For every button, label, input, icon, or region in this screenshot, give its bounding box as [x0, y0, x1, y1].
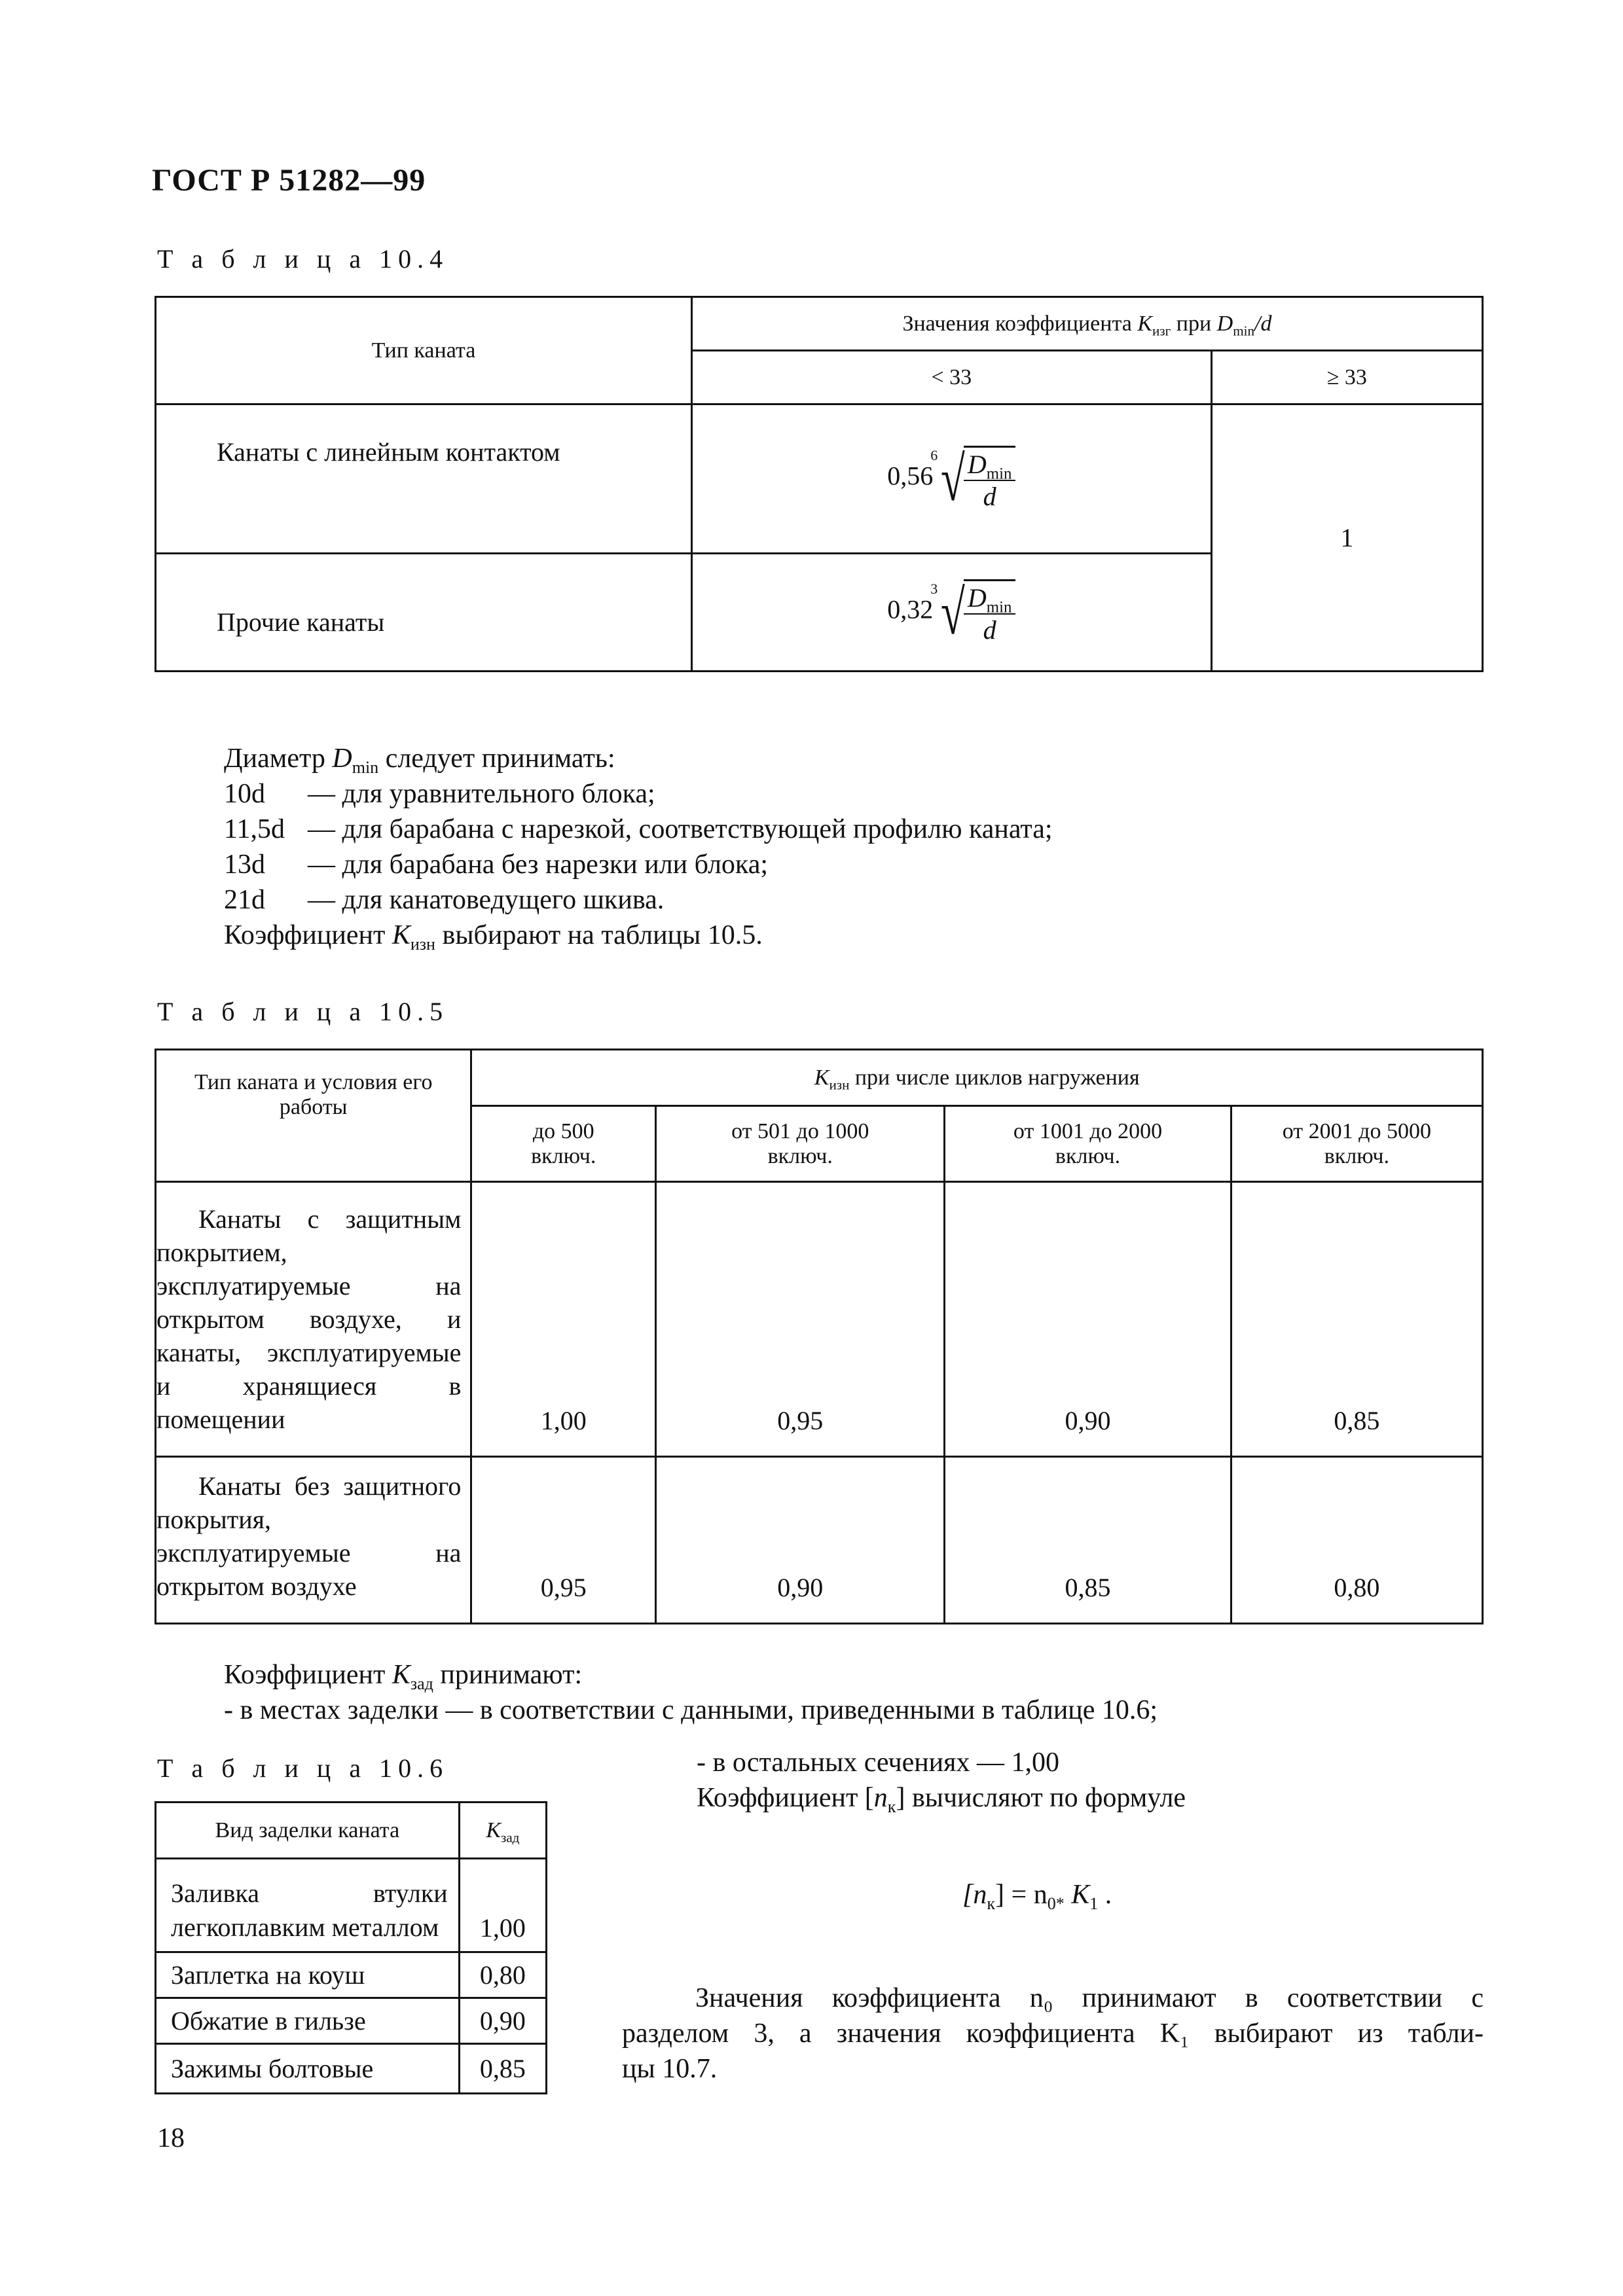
row-sleeve-value: 0,90: [459, 1998, 546, 2044]
row-protected-v4: 0,85: [1231, 1182, 1482, 1457]
final-paragraph-line-3: цы 10.7.: [622, 2054, 718, 2084]
kzad-item-other: - в остальных сечениях — 1,00: [697, 1748, 1059, 1778]
table-10-4: [155, 296, 1484, 672]
col-rope-type: Тип каната: [156, 297, 692, 404]
col-rope-conditions: Тип каната и условия его работы: [156, 1050, 471, 1182]
nk-formula: $[n_к] = n_{0*}$ $K_1$ .: [962, 1880, 1112, 1914]
row-unprotected-v2: 0,90: [656, 1457, 945, 1624]
col-embedding-type: Вид заделки каната: [156, 1803, 460, 1859]
document-header: ГОСТ Р 51282—99: [152, 163, 426, 198]
table-10-5-caption: Т а б л и ц а 10.5: [157, 997, 449, 1026]
subcol-lt-33: < 33: [691, 351, 1211, 404]
kizn-note: Коэффициент $K_{изн}$ выбирают на таблицы 10.5.: [224, 920, 763, 954]
right-column-text: [697, 1745, 1495, 1816]
row-other-ropes-label: Прочие канаты: [156, 554, 692, 672]
col-kizn-cycles: $K_{изн}$ при числе циклов нагружения: [471, 1050, 1483, 1106]
row-protected-v2: 0,95: [656, 1182, 945, 1457]
col-kzad: $K_{зад}$: [459, 1803, 546, 1859]
nk-intro: Коэффициент $[n_к]$ вычисляют по формуле: [697, 1783, 1186, 1817]
row-babbit-value: 1,00: [459, 1859, 546, 1952]
final-paragraph-line-2: разделом 3, а значения коэффициента K₁ выбирают из табли-: [622, 2018, 1484, 2049]
final-paragraph-line-1: Значения коэффициента n₀ принимают в соответствии с: [695, 1983, 1484, 2013]
row-protected-label: Канаты с защитным покрытием, эксплуатируемые на открытом воздухе, и канаты, эксплуатируемые и хранящиеся в помещении: [156, 1182, 471, 1457]
kzad-intro: Коэффициент $K_{зад}$ принимают:: [224, 1660, 583, 1694]
row-protected-v1: 1,00: [471, 1182, 656, 1457]
diameter-text-block: [224, 741, 1468, 953]
row-sleeve-label: Обжатие в гильзе: [156, 1998, 460, 2044]
row-unprotected-v1: 0,95: [471, 1457, 656, 1624]
table-10-6: [155, 1801, 547, 2094]
subcol-up-to-500: до 500 включ.: [471, 1106, 656, 1182]
row-splice-value: 0,80: [459, 1952, 546, 1998]
merged-value-cell: 1: [1211, 404, 1482, 672]
kzad-text-block: [224, 1657, 1501, 1728]
diameter-intro: Диаметр $D_{min}$ следует принимать:: [224, 744, 615, 778]
page-number: 18: [157, 2123, 185, 2153]
row-babbit-label: Заливка втулки легкоплавким металлом: [156, 1859, 460, 1952]
diameter-item: 21d — для канатоведущего шкива.: [224, 885, 665, 915]
row-unprotected-v4: 0,80: [1231, 1457, 1482, 1624]
subcol-ge-33: ≥ 33: [1211, 351, 1482, 404]
col-coef-values: Значения коэффициента $K_{изг}$ при $D_{min}/d$: [691, 297, 1482, 351]
row-clamps-label: Зажимы болтовые: [156, 2044, 460, 2094]
final-paragraph: [622, 1981, 1484, 2087]
subcol-2001-5000: от 2001 до 5000 включ.: [1231, 1106, 1482, 1182]
row-splice-label: Заплетка на коуш: [156, 1952, 460, 1998]
table-10-4-caption: Т а б л и ц а 10.4: [157, 244, 449, 274]
row-other-ropes-formula: 0,32 3 √ $\frac{D_{min}}{d}$: [691, 554, 1211, 672]
row-unprotected-label: Канаты без защитного покрытия, эксплуатируемые на открытом воздухе: [156, 1457, 471, 1624]
kzad-item-embedding: - в местах заделки — в соответствии с данными, приведенными в таблице 10.6;: [224, 1695, 1158, 1725]
row-unprotected-v3: 0,85: [945, 1457, 1231, 1624]
row-protected-v3: 0,90: [945, 1182, 1231, 1457]
subcol-501-1000: от 501 до 1000 включ.: [656, 1106, 945, 1182]
subcol-1001-2000: от 1001 до 2000 включ.: [945, 1106, 1231, 1182]
row-linear-contact-formula: 0,56 6 √ $\frac{D_{min}}{d}$: [691, 404, 1211, 554]
row-clamps-value: 0,85: [459, 2044, 546, 2094]
table-10-5: [155, 1049, 1484, 1624]
diameter-item: 13d — для барабана без нарезки или блока;: [224, 850, 769, 880]
diameter-item: 11,5d — для барабана с нарезкой, соответствующей профилю каната;: [224, 814, 1053, 844]
table-10-6-caption: Т а б л и ц а 10.6: [157, 1753, 449, 1783]
row-linear-contact-label: Канаты с линейным контактом: [156, 404, 692, 554]
diameter-item: 10d — для уравнительного блока;: [224, 779, 655, 809]
